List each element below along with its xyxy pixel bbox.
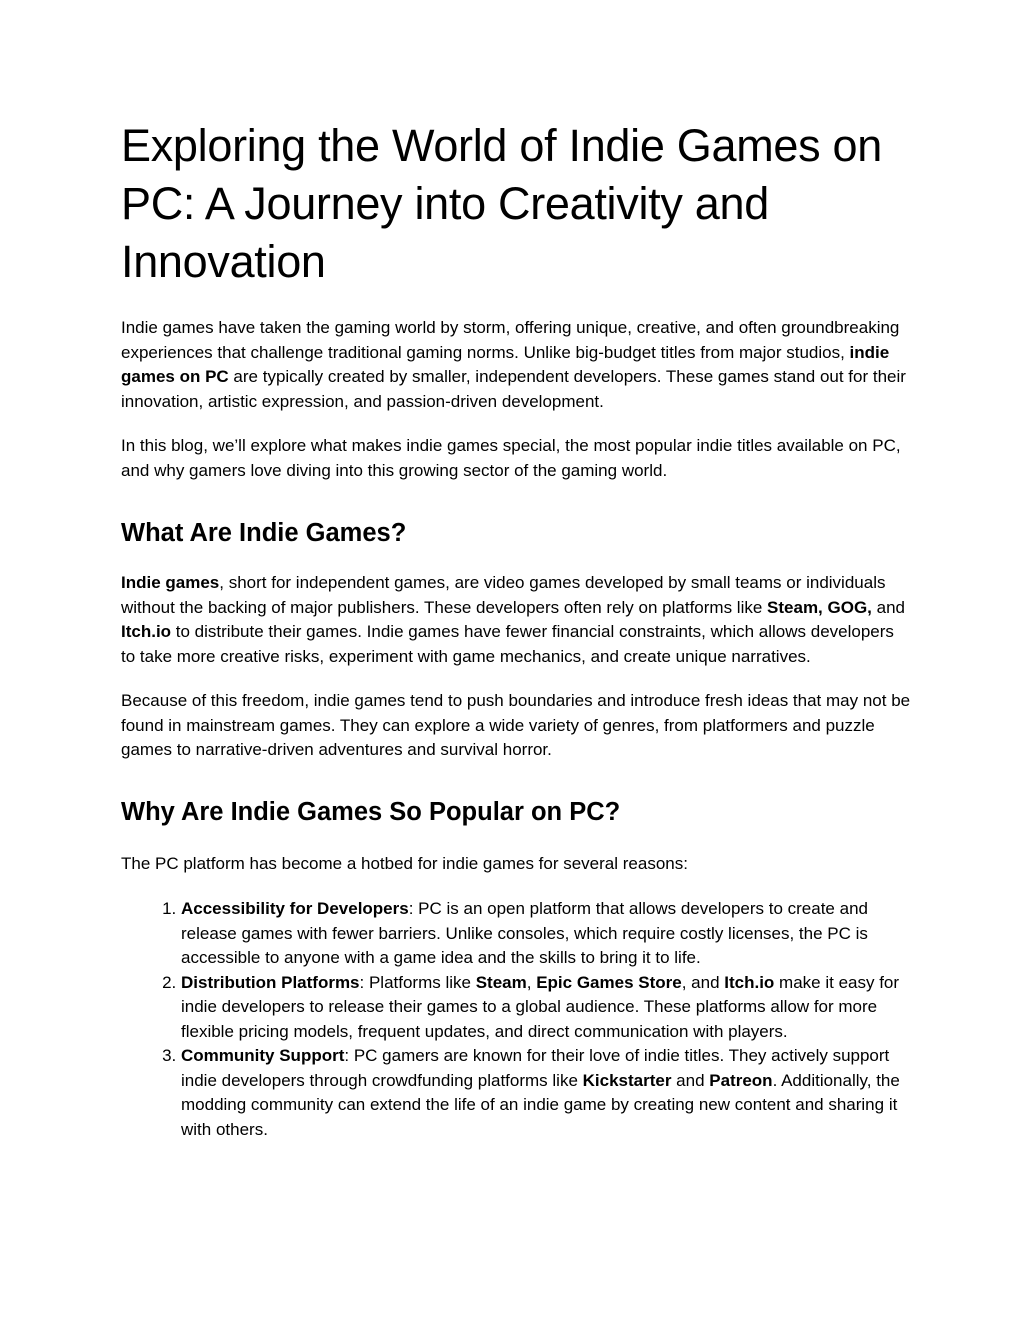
bold-term: Community Support	[181, 1046, 345, 1065]
list-item-text: and	[671, 1070, 710, 1090]
bold-term: Patreon	[709, 1070, 773, 1090]
reasons-list	[121, 897, 911, 1142]
list-item	[181, 897, 911, 971]
bold-term: Kickstarter	[582, 1070, 672, 1090]
bold-term: Epic Games Store	[536, 972, 682, 992]
bold-term: Distribution Platforms	[181, 972, 360, 992]
list-item	[181, 1044, 911, 1142]
list-item-text: : PC gamers are known for their love of indie titles. They actively support indie developers through crowdfunding platforms like	[181, 1046, 890, 1090]
intro-text: Indie games have taken the gaming world by storm, offering unique, creative, and often groundbreaking experiences that challenge traditional gaming norms. Unlike big-budget titles from major studios,	[121, 318, 900, 362]
list-item-text: ,	[526, 972, 537, 992]
list-item	[181, 971, 911, 1045]
list-item-text: , and	[681, 972, 725, 992]
list-item-text: : PC is an open platform that allows developers to create and release games with fewer barriers. Unlike consoles, which require costly licenses, the PC is accessible to anyone with a game idea and the skills to bring it to life.	[181, 899, 868, 967]
bold-term: Itch.io	[724, 972, 775, 992]
intro-paragraph-2: In this blog, we’ll explore what makes indie games special, the most popular indie titles available on PC, and why gamers love diving into this growing sector of the gaming world.	[121, 436, 901, 480]
bold-term: Steam	[475, 972, 527, 992]
bold-term: Itch.io	[121, 622, 172, 641]
section-heading-what: What Are Indie Games?	[121, 519, 407, 547]
why-intro-paragraph: The PC platform has become a hotbed for indie games for several reasons:	[121, 853, 688, 873]
list-item-text: . Additionally, the modding community can extend the life of an indie game by creating new content and sharing it with others.	[181, 1070, 900, 1139]
what-paragraph-1	[121, 571, 911, 669]
what-paragraph-2: Because of this freedom, indie games tend to push boundaries and introduce fresh ideas that may not be found in mainstream games. They can explore a wide variety of genres, from platformers and puzzle games to narrative-driven adventures and survival horror.	[121, 691, 911, 759]
paragraph-text: , short for independent games, are video games developed by small teams or individuals without the backing of major publishers. These developers often rely on platforms like	[121, 573, 886, 617]
paragraph-text: to distribute their games. Indie games have fewer financial constraints, which allows developers to take more creative risks, experiment with game mechanics, and create unique narratives.	[121, 622, 894, 666]
section-heading-why: Why Are Indie Games So Popular on PC?	[121, 797, 621, 826]
bold-term: Indie games	[121, 573, 220, 592]
intro-bold-keyword: indie games on PC	[121, 342, 890, 386]
list-item-text: : Platforms like	[359, 972, 476, 992]
intro-text: are typically created by smaller, independent developers. These games stand out for their innovation, artistic expression, and passion-driven development.	[121, 367, 906, 411]
document-title: Exploring the World of Indie Games on PC: A Journey into Creativity and Innovation	[121, 120, 882, 287]
bold-term: Steam, GOG,	[767, 597, 872, 617]
bold-term: Accessibility for Developers	[181, 899, 409, 918]
list-item-text: make it easy for indie developers to release their games to a global audience. These platforms allow for more flexible pricing models, frequent updates, and direct communication with players.	[181, 972, 900, 1041]
document-page	[121, 117, 911, 1142]
intro-paragraph-1	[121, 316, 911, 414]
paragraph-text: and	[871, 597, 905, 617]
